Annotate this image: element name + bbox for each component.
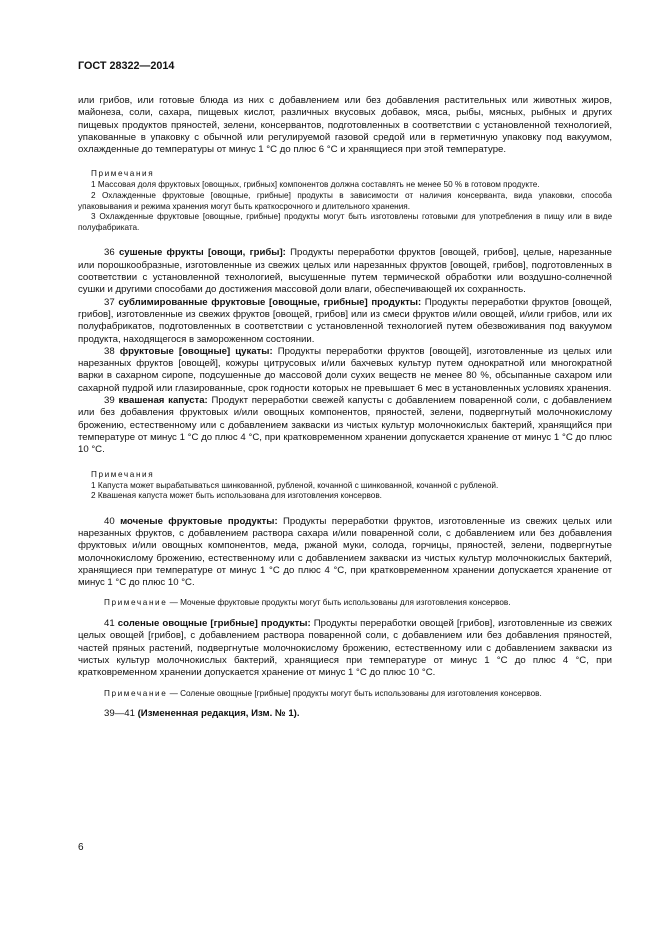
definition-number: 39 <box>104 395 115 407</box>
note-41 <box>78 689 612 700</box>
page-number: 6 <box>78 842 84 853</box>
definition-36 <box>78 247 612 296</box>
amendment-line <box>78 708 612 720</box>
intro-paragraph: или грибов, или готовые блюда из них с добавлением или без добавления растительных или животных жиров, майонеза, соли, сахара, пищевых кислот, различных вкусовых добавок, мяса, рыбы, мясных, рыбных и других пищевых продуктов пряностей, зелени, консервантов, подготовленных в соответствии с установленной технологией, упакованные в упаковку с обычной или регулируемой газовой средой или в герметичную упаковку под вакуумом, охлажденные до температуры от минус 1 °С до плюс 6 °С и хранящиеся при этой температуре. <box>78 95 612 156</box>
definition-number: 36 <box>104 247 115 259</box>
definition-40 <box>78 516 612 590</box>
definition-number: 37 <box>104 296 115 308</box>
definition-number: 40 <box>104 515 115 527</box>
note-text: — Соленые овощные [грибные] продукты могут быть использованы для изготовления консервов. <box>167 688 542 698</box>
definition-term: моченые фруктовые продукты: <box>120 515 278 527</box>
note-item: 2 Охлажденные фруктовые [овощные, грибные] продукты в зависимости от наличия консерванта, вида упаковки, способа упаковывания и режима хранения могут быть краткосрочного и длительного хранения. <box>78 191 612 211</box>
note-item: 1 Капуста может вырабатываться шинкованной, рубленой, кочанной с шинкованной, кочанной с рубленой. <box>91 480 499 490</box>
notes-heading: Примечания <box>91 169 155 179</box>
note-item: 1 Массовая доля фруктовых [овощных, грибных] компонентов должна составлять не менее 50 % в готовом продукте. <box>91 180 540 190</box>
definition-term: фруктовые [овощные] цукаты: <box>119 345 273 357</box>
definition-text: Продукты переработки фруктов [овощей], изготовленные из целых или нарезанных фруктов [овощей], кожуры цитрусовых и/или бахчевых культур путем однократной или многократной варки в сахарном сиропе, подсушенные до массовой доли сухих веществ не менее 80 %, обсыпанные сахаром или сахарной пудрой или глазированные, срок годности которых не превышает 6 мес в установленных условиях хранения. <box>78 345 613 394</box>
note-label: Примечание <box>104 688 168 698</box>
note-text: — Моченые фруктовые продукты могут быть использованы для изготовления консервов. <box>167 598 511 608</box>
definition-number: 41 <box>104 618 115 630</box>
definition-38 <box>78 346 612 395</box>
definition-37 <box>78 297 612 346</box>
definition-41 <box>78 618 612 679</box>
definition-text: Продукты переработки овощей [грибов], изготовленные из свежих целых овощей [грибов], с добавлением раствора поваренной соли, с добавлением или без добавления пряностей, частей пряных растений, подвергнутые молочнокислому брожению, естественному или с добавлением закваски из чистых культур молочнокислых бактерий, хранящиеся при температуре от минус 1 °С до плюс 4 °С, при кратковременном хранении допускается хранение от минус 1 °С до плюс 10 °С. <box>78 618 612 679</box>
definition-text: Продукты переработки фруктов [овощей, грибов], целые, нарезанные или порошкообразные, изготовленные из свежих целых или нарезанных фруктов [овощей, грибов], подготовленных в соответствии с установленной технологией, высушенные путем термической обработки или воздушно-солнечной сушки и другими способами до достижения массовой доли влаги, обеспечивающей их сохранность. <box>78 247 612 296</box>
amendment-number: 39—41 <box>104 708 135 720</box>
amendment-text: (Измененная редакция, Изм. № 1). <box>137 708 300 720</box>
definition-term: сушеные фрукты [овощи, грибы]: <box>118 247 286 259</box>
notes-heading: Примечания <box>91 469 155 479</box>
note-40 <box>78 598 612 609</box>
note-item: 3 Охлажденные фруктовые [овощные, грибные] продукты могут быть изготовлены готовыми для употребления в пищу или в виде полуфабриката. <box>78 212 612 232</box>
document-header: ГОСТ 28322—2014 <box>78 60 175 72</box>
definition-text: Продукты переработки фруктов [овощей, грибов], изготовленные из свежих фруктов [овощей, грибов] или из смеси фруктов и/или овощей, и/или грибов, или их полуфабрикатов, подготовленных в соответствии с установленной технологией путем обезвоживания под вакуумом продукта, находящегося в замороженном состоянии. <box>78 296 612 345</box>
definition-term: квашеная капуста: <box>118 395 208 407</box>
note-item: 2 Квашеная капуста может быть использована для изготовления консервов. <box>91 491 382 501</box>
definition-39 <box>78 395 612 456</box>
definition-text: Продукт переработки свежей капусты с добавлением поваренной соли, с добавлением или без добавления фруктовых и/или овощных компонентов, пряностей, зелени, подвергнутый молочнокислому брожению, естественному или с добавлением закваски из чистых культур молочнокислых бактерий, хранящийся при температуре от минус 1 °С до плюс 4 °С, при кратковременном хранении допускается хранение от минус 1 °С до плюс 10 °С. <box>78 395 612 456</box>
document-body <box>78 95 612 720</box>
definition-term: соленые овощные [грибные] продукты: <box>117 618 311 630</box>
note-label: Примечание <box>104 598 168 608</box>
definition-text: Продукты переработки фруктов, изготовленные из свежих целых или нарезанных фруктов, с добавлением раствора сахара и/или поваренной соли, с добавлением или без добавления фруктовых и/или овощных компонентов, меда, ржаной муки, солода, горчицы, пряностей, зелени, подвергнутые молочнокислому брожению, естественному или с добавлением закваски из чистых культур молочнокислых бактерий, хранящиеся при температуре от минус 1 °С до плюс 4 °С, при кратковременном хранении допускается хранение от минус 1 °С до плюс 10 °С. <box>78 515 612 589</box>
definition-term: сублимированные фруктовые [овощные, грибные] продукты: <box>118 296 422 308</box>
definition-number: 38 <box>104 345 115 357</box>
